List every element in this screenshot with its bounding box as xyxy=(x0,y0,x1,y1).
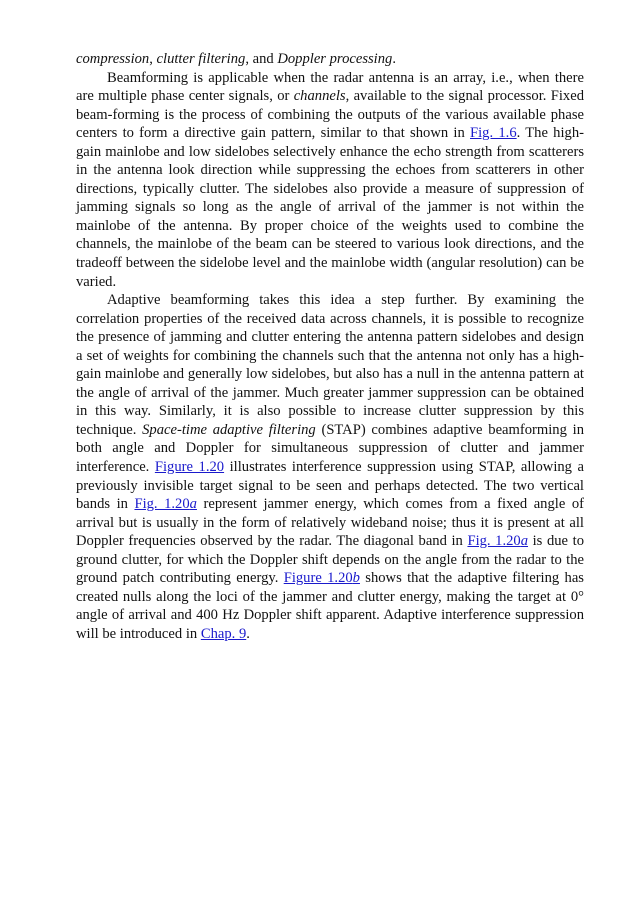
text-run: is due to ground clutter, for which the Doppler shift depends on the angle from the radar to the ground patch contributing energy. xyxy=(76,533,584,587)
paragraph-beamforming xyxy=(76,69,584,292)
link-subfigure-letter: a xyxy=(520,533,529,550)
text-run: , and xyxy=(245,51,278,67)
link-label: Fig. 1.6 xyxy=(470,125,517,142)
cross-reference-link[interactable] xyxy=(201,626,246,642)
text-run: . The high-gain mainlobe and low sidelobes selectively enhance the echo strength from scatterers in the antenna look direction while suppressing the echoes from scatterers in other directions, typically clutter. The sidelobes also provide a measure of suppression of jamming signals so long as the angle of arrival of the jammer is not within the mainlobe of the antenna. By proper choice of the weights used to combine the channels, the mainlobe of the beam can be steered to various look directions, and the tradeoff between the sidelobe level and the mainlobe width (angular resolution) can be varied. xyxy=(76,125,584,290)
paragraph-continued xyxy=(76,50,584,69)
text-run: Beamforming is applicable when the radar antenna is an array, i.e., when there are multiple phase center signals, or xyxy=(76,69,584,105)
cross-reference-link[interactable] xyxy=(284,570,360,586)
italic-term: compression xyxy=(76,51,150,67)
cross-reference-link[interactable] xyxy=(134,496,196,512)
italic-term: clutter filtering xyxy=(156,51,246,67)
text-run: represent jammer energy, which comes from a fixed angle of arrival but is usually in the form of relatively wideband noise; thus it is present at all Doppler frequencies observed by the radar. The diagonal band in xyxy=(76,496,584,550)
link-subfigure-letter: b xyxy=(352,570,360,587)
italic-term: channels xyxy=(293,88,346,105)
text-run: (STAP) combines adaptive beamforming in both angle and Doppler for simultaneous suppression of clutter and jammer interference. xyxy=(76,421,584,476)
paragraph-adaptive-beamforming xyxy=(76,291,584,643)
text-run: illustrates interference suppression using STAP, allowing a previously invisible target signal to be seen and perhaps detected. The two vertical bands in xyxy=(76,459,584,513)
text-run: , xyxy=(149,51,157,67)
text-run: , available to the signal processor. Fixed beam-forming is the process of combining the outputs of the various available phase centers to form a directive gain pattern, similar to that shown in xyxy=(76,88,584,142)
link-subfigure-letter: a xyxy=(189,496,197,513)
cross-reference-link[interactable] xyxy=(155,459,224,475)
text-run: . xyxy=(246,625,250,642)
link-label: Fig. 1.20 xyxy=(134,496,190,513)
italic-term: Space-time adaptive filtering xyxy=(142,421,316,438)
cross-reference-link[interactable] xyxy=(467,533,528,549)
text-run: Adaptive beamforming takes this idea a step further. By examining the correlation properties of the received data across channels, it is possible to recognize the presence of jamming and clutter entering the antenna pattern sidelobes and design a set of weights for combining the channels such that the antenna not only has a high-gain mainlobe and generally low sidelobes, but also has a null in the antenna pattern at the angle of arrival of the jammer. Much greater jammer suppression can be obtained in this way. Similarly, it is also possible to increase clutter suppression by this technique. xyxy=(76,292,584,438)
cross-reference-link[interactable] xyxy=(470,125,517,141)
document-page xyxy=(76,50,584,644)
text-run: shows that the adaptive filtering has created nulls along the loci of the jammer and clutter energy, making the target at 0° angle of arrival and 400 Hz Doppler shift apparent. Adaptive interference suppression will be introduced in xyxy=(76,570,584,642)
link-label: Fig. 1.20 xyxy=(467,533,521,550)
italic-term: Doppler processing xyxy=(277,51,393,67)
link-label: Figure 1.20 xyxy=(283,570,353,587)
link-label: Figure 1.20 xyxy=(154,459,225,476)
link-label: Chap. 9 xyxy=(200,625,247,642)
text-run: . xyxy=(392,51,396,67)
